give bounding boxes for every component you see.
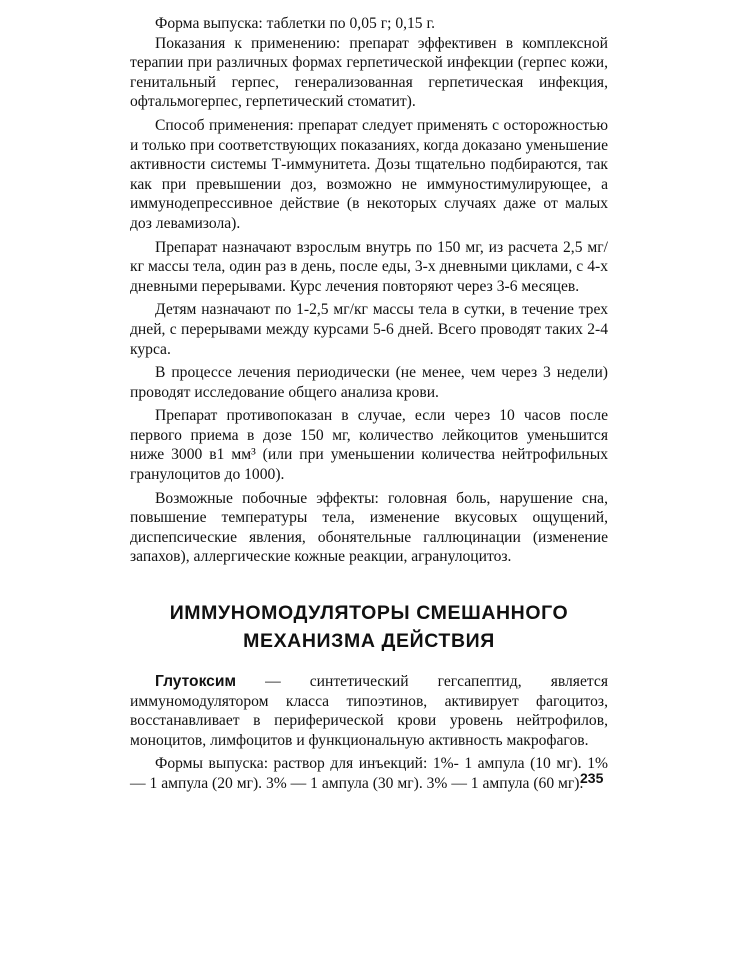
child-dosage-paragraph: Детям назначают по 1-2,5 мг/кг массы тела в сутки, в течение трех дней, с перерывами между курсами 5-6 дней. Всего проводят таких 2-4 курса.: [130, 301, 608, 358]
page-content: [130, 14, 608, 794]
adult-dosage-paragraph: Препарат назначают взрослым внутрь по 150 мг, из расчета 2,5 мг/кг массы тела, один раз в день, после еды, 3-х дневными циклами, с 4-х дневными перерывами. Курс лечения повторяют через 3-6 месяцев.: [130, 238, 608, 295]
release-form-paragraph: Форма выпуска: таблетки по 0,05 г; 0,15 г.: [155, 15, 436, 32]
section-heading-line-2: МЕХАНИЗМА ДЕЙСТВИЯ: [243, 630, 495, 653]
contraindications-paragraph: Препарат противопоказан в случае, если через 10 часов после первого приема в дозе 150 мг, количество лейкоцитов уменьшится ниже 3000 в1 мм³ (или при уменьшении количества нейтрофильных гранулоцитов до 1000).: [130, 407, 608, 484]
administration-paragraph: Способ применения: препарат следует применять с осторожностью и только при соответствующих показаниях, когда доказано уменьшение активности системы Т-иммунитета. Дозы тщательно подбираются, так как при превышении доз, возможно не иммуностимулирующее, а иммунодепрессивное действие (в некоторых случаях даже от малых доз левамизола).: [130, 116, 608, 232]
drug-term: Глутоксим: [155, 673, 236, 691]
section-heading: [130, 599, 608, 655]
drug-description-text: — синтетический гегсапептид, является иммуномодулятором класса типоэтинов, активирует фагоцитоз, восстанавливает в периферической крови уровень нейтрофилов, моноцитов, лимфоцитов и функциональную активность макрофагов.: [130, 673, 608, 749]
drug-description-paragraph: [130, 672, 608, 750]
page-number: 235: [580, 770, 604, 786]
side-effects-paragraph: Возможные побочные эффекты: головная боль, нарушение сна, повышение температуры тела, изменение вкусовых ощущений, диспепсические явления, обонятельные галлюцинации (изменение запахов), аллергические кожные реакции, агранулоцитоз.: [130, 489, 608, 566]
blood-monitoring-paragraph: В процессе лечения периодически (не менее, чем через 3 недели) проводят исследование общего анализа крови.: [130, 364, 608, 401]
injection-forms-paragraph: Формы выпуска: раствор для инъекций: 1%- 1 ампула (10 мг). 1% — 1 ампула (20 мг). 3% — 1 ампула (30 мг). 3% — 1 ампула (60 мг).: [130, 755, 608, 792]
indications-paragraph: Показания к применению: препарат эффективен в комплексной терапии при различных формах герпетической инфекции (герпес кожи, генитальный герпес, генерализованная герпетическая инфекция, офтальмогерпес, герпетический стоматит).: [130, 34, 608, 111]
section-heading-line-1: ИММУНОМОДУЛЯТОРЫ СМЕШАННОГО: [169, 602, 569, 625]
